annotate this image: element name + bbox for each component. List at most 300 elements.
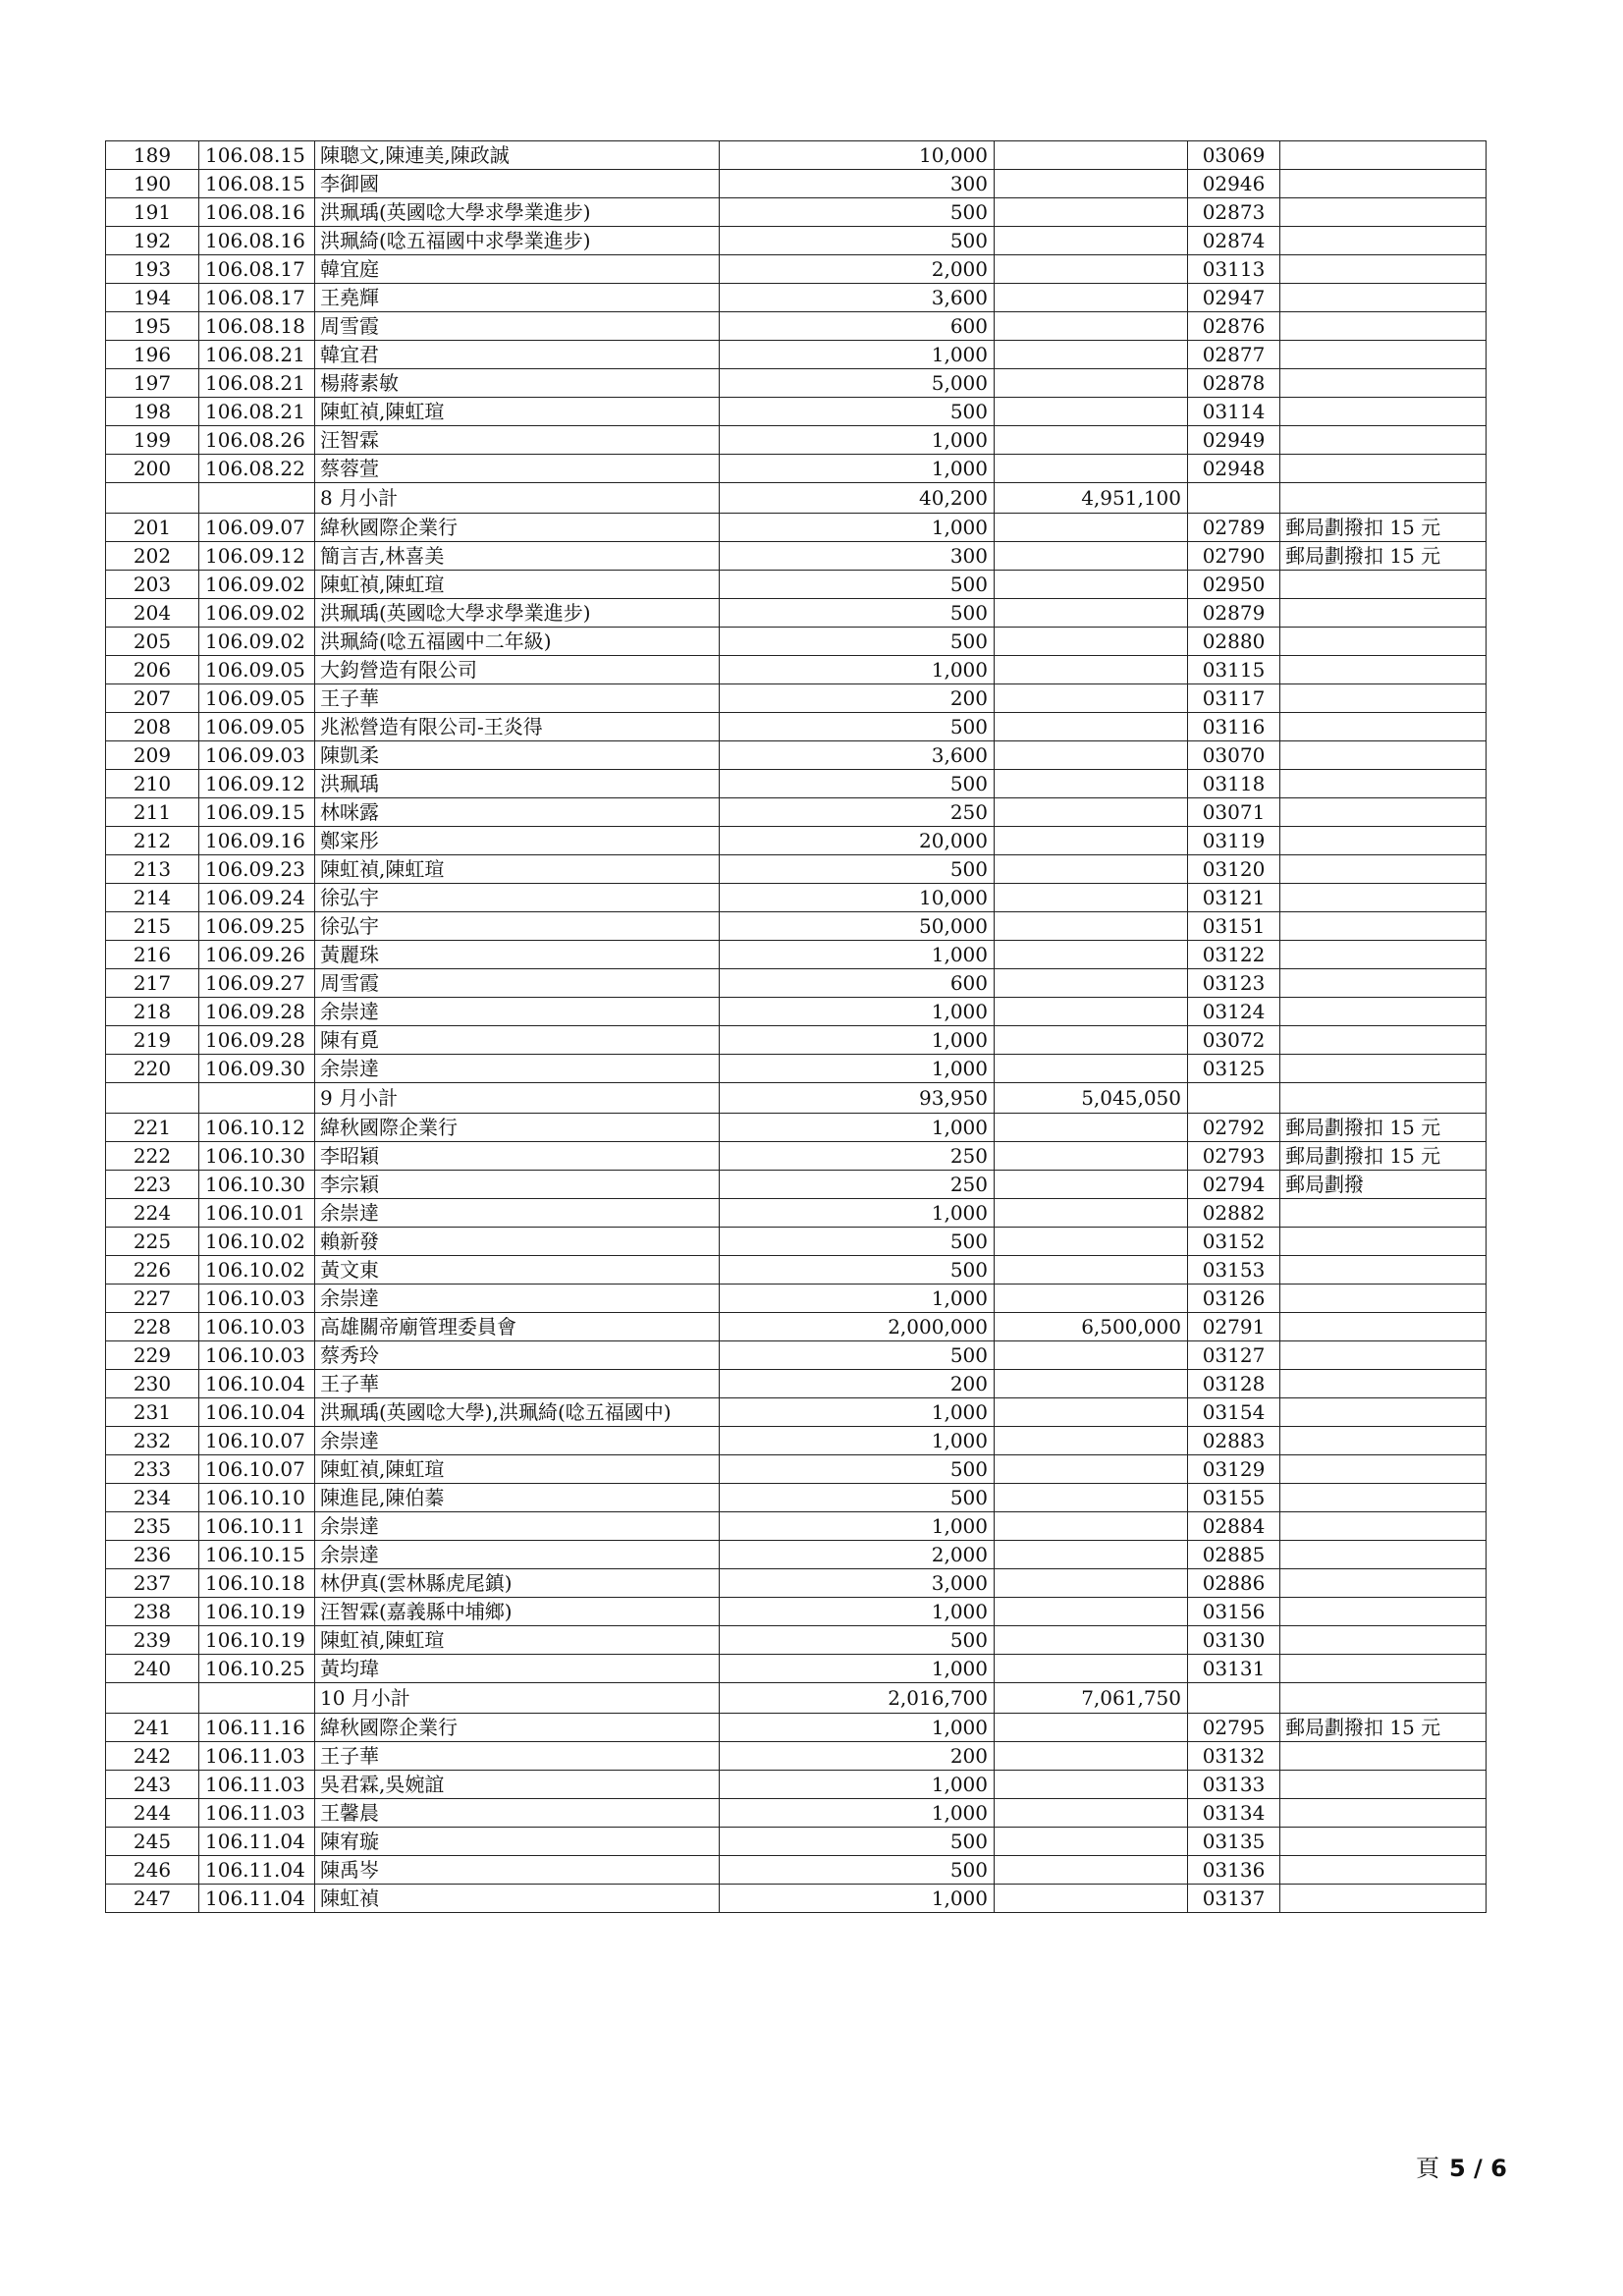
remark <box>1280 426 1487 455</box>
receipt-number: 03154 <box>1188 1398 1280 1427</box>
remark <box>1280 1569 1487 1598</box>
receipt-number: 03126 <box>1188 1285 1280 1313</box>
cumulative-total <box>995 542 1188 571</box>
donation-amount: 1,000 <box>720 341 995 369</box>
table-row <box>106 1313 1487 1341</box>
donation-amount: 500 <box>720 198 995 227</box>
donation-amount: 1,000 <box>720 998 995 1026</box>
donor-name: 王子華 <box>315 1370 720 1398</box>
row-number: 239 <box>106 1626 199 1655</box>
donor-name: 陳進昆,陳伯蓁 <box>315 1484 720 1512</box>
cumulative-total <box>995 312 1188 341</box>
row-number: 206 <box>106 656 199 684</box>
receipt-number: 02792 <box>1188 1114 1280 1142</box>
cumulative-total <box>995 1341 1188 1370</box>
cumulative-total <box>995 741 1188 770</box>
receipt-number: 03153 <box>1188 1256 1280 1285</box>
table-row <box>106 1771 1487 1799</box>
row-number: 204 <box>106 599 199 628</box>
row-number: 237 <box>106 1569 199 1598</box>
table-row <box>106 1341 1487 1370</box>
donation-date: 106.08.21 <box>199 341 315 369</box>
table-row <box>106 542 1487 571</box>
donor-name: 汪智霖(嘉義縣中埔鄉) <box>315 1598 720 1626</box>
table-row <box>106 684 1487 713</box>
remark <box>1280 1512 1487 1541</box>
receipt-number: 03135 <box>1188 1828 1280 1856</box>
row-number: 192 <box>106 227 199 255</box>
remark <box>1280 1199 1487 1228</box>
donor-name: 王子華 <box>315 684 720 713</box>
receipt-number: 02878 <box>1188 369 1280 398</box>
donation-amount: 250 <box>720 1142 995 1171</box>
table-row <box>106 141 1487 170</box>
donor-name: 余崇達 <box>315 1055 720 1083</box>
row-number: 242 <box>106 1742 199 1771</box>
donation-date: 106.09.05 <box>199 713 315 741</box>
row-number: 202 <box>106 542 199 571</box>
cumulative-total: 4,951,100 <box>995 483 1188 514</box>
remark <box>1280 998 1487 1026</box>
receipt-number: 03121 <box>1188 884 1280 912</box>
donor-name: 陳虹禎,陳虹瑄 <box>315 1455 720 1484</box>
donor-name: 高雄關帝廟管理委員會 <box>315 1313 720 1341</box>
remark <box>1280 483 1487 514</box>
remark <box>1280 969 1487 998</box>
cumulative-total <box>995 1142 1188 1171</box>
donation-date: 106.10.03 <box>199 1313 315 1341</box>
cumulative-total <box>995 1655 1188 1683</box>
donation-date: 106.11.16 <box>199 1714 315 1742</box>
donor-name: 賴新發 <box>315 1228 720 1256</box>
remark <box>1280 141 1487 170</box>
donation-date: 106.09.16 <box>199 827 315 855</box>
subtotal-row <box>106 1083 1487 1114</box>
cumulative-total <box>995 1714 1188 1742</box>
donation-date: 106.08.16 <box>199 227 315 255</box>
donation-date: 106.09.12 <box>199 770 315 798</box>
donation-amount: 1,000 <box>720 1799 995 1828</box>
donation-amount: 500 <box>720 855 995 884</box>
table-row <box>106 1598 1487 1626</box>
donation-amount: 1,000 <box>720 1512 995 1541</box>
receipt-number: 02790 <box>1188 542 1280 571</box>
donation-date: 106.09.27 <box>199 969 315 998</box>
donation-amount: 500 <box>720 1828 995 1856</box>
donation-amount: 3,600 <box>720 284 995 312</box>
row-number: 234 <box>106 1484 199 1512</box>
donation-amount: 300 <box>720 542 995 571</box>
donor-name: 王子華 <box>315 1742 720 1771</box>
table-row <box>106 1285 1487 1313</box>
donation-date: 106.10.01 <box>199 1199 315 1228</box>
cumulative-total <box>995 1199 1188 1228</box>
cumulative-total <box>995 770 1188 798</box>
receipt-number: 03113 <box>1188 255 1280 284</box>
remark <box>1280 1285 1487 1313</box>
donation-amount: 50,000 <box>720 912 995 941</box>
receipt-number <box>1188 1683 1280 1714</box>
row-number: 224 <box>106 1199 199 1228</box>
receipt-number: 02884 <box>1188 1512 1280 1541</box>
cumulative-total <box>995 827 1188 855</box>
remark <box>1280 341 1487 369</box>
remark <box>1280 941 1487 969</box>
remark <box>1280 1771 1487 1799</box>
row-number: 243 <box>106 1771 199 1799</box>
table-row <box>106 1398 1487 1427</box>
table-row <box>106 1714 1487 1742</box>
cumulative-total <box>995 514 1188 542</box>
donation-date: 106.11.04 <box>199 1885 315 1913</box>
row-number: 201 <box>106 514 199 542</box>
receipt-number: 02877 <box>1188 341 1280 369</box>
table-row <box>106 1799 1487 1828</box>
remark <box>1280 1626 1487 1655</box>
cumulative-total <box>995 684 1188 713</box>
receipt-number: 02873 <box>1188 198 1280 227</box>
cumulative-total <box>995 941 1188 969</box>
table-row <box>106 571 1487 599</box>
remark <box>1280 1083 1487 1114</box>
donation-date: 106.08.17 <box>199 255 315 284</box>
donation-amount: 1,000 <box>720 1285 995 1313</box>
donation-date: 106.09.26 <box>199 941 315 969</box>
cumulative-total <box>995 1398 1188 1427</box>
receipt-number: 02795 <box>1188 1714 1280 1742</box>
row-number: 189 <box>106 141 199 170</box>
table-row <box>106 941 1487 969</box>
donation-amount: 500 <box>720 1341 995 1370</box>
table-row <box>106 198 1487 227</box>
donation-date: 106.09.05 <box>199 656 315 684</box>
table-row <box>106 798 1487 827</box>
receipt-number: 02886 <box>1188 1569 1280 1598</box>
cumulative-total <box>995 1026 1188 1055</box>
donation-amount: 500 <box>720 1484 995 1512</box>
donation-date: 106.09.30 <box>199 1055 315 1083</box>
cumulative-total <box>995 141 1188 170</box>
remark <box>1280 1313 1487 1341</box>
donation-date: 106.09.25 <box>199 912 315 941</box>
donation-date: 106.11.04 <box>199 1856 315 1885</box>
table-row <box>106 1026 1487 1055</box>
remark: 郵局劃撥扣 15 元 <box>1280 1142 1487 1171</box>
donor-name: 李昭穎 <box>315 1142 720 1171</box>
donation-date: 106.08.15 <box>199 141 315 170</box>
receipt-number: 03124 <box>1188 998 1280 1026</box>
cumulative-total <box>995 912 1188 941</box>
receipt-number: 02794 <box>1188 1171 1280 1199</box>
row-number: 244 <box>106 1799 199 1828</box>
cumulative-total <box>995 571 1188 599</box>
donation-amount: 3,600 <box>720 741 995 770</box>
donor-name: 林咪露 <box>315 798 720 827</box>
donation-date: 106.09.02 <box>199 571 315 599</box>
receipt-number: 03125 <box>1188 1055 1280 1083</box>
remark <box>1280 1828 1487 1856</box>
donation-date: 106.08.17 <box>199 284 315 312</box>
cumulative-total <box>995 284 1188 312</box>
donation-amount: 1,000 <box>720 1714 995 1742</box>
donor-name: 洪珮瑀(英國唸大學),洪珮綺(唸五福國中) <box>315 1398 720 1427</box>
donor-name: 陳虹禎,陳虹瑄 <box>315 571 720 599</box>
table-row <box>106 1228 1487 1256</box>
donation-date: 106.10.10 <box>199 1484 315 1512</box>
donation-amount: 600 <box>720 969 995 998</box>
table-row <box>106 713 1487 741</box>
row-number: 218 <box>106 998 199 1026</box>
row-number: 226 <box>106 1256 199 1285</box>
table-row <box>106 1655 1487 1683</box>
row-number: 208 <box>106 713 199 741</box>
donation-date: 106.09.28 <box>199 1026 315 1055</box>
receipt-number: 03128 <box>1188 1370 1280 1398</box>
remark <box>1280 398 1487 426</box>
donation-date <box>199 483 315 514</box>
donor-name: 陳虹禎,陳虹瑄 <box>315 398 720 426</box>
cumulative-total <box>995 455 1188 483</box>
remark <box>1280 170 1487 198</box>
cumulative-total <box>995 255 1188 284</box>
remark <box>1280 1398 1487 1427</box>
donor-name: 余崇達 <box>315 1541 720 1569</box>
table-row <box>106 1427 1487 1455</box>
table-row <box>106 855 1487 884</box>
row-number <box>106 483 199 514</box>
receipt-number: 02879 <box>1188 599 1280 628</box>
receipt-number: 03072 <box>1188 1026 1280 1055</box>
subtotal-label: 9 月小計 <box>315 1083 720 1114</box>
row-number: 193 <box>106 255 199 284</box>
donation-amount: 2,000 <box>720 1541 995 1569</box>
donor-name: 余崇達 <box>315 1285 720 1313</box>
donation-date: 106.09.23 <box>199 855 315 884</box>
table-row <box>106 1885 1487 1913</box>
donor-name: 黃均瑋 <box>315 1655 720 1683</box>
donation-date: 106.10.07 <box>199 1427 315 1455</box>
table-row <box>106 227 1487 255</box>
donation-date: 106.08.22 <box>199 455 315 483</box>
donation-amount: 250 <box>720 798 995 827</box>
receipt-number <box>1188 483 1280 514</box>
remark <box>1280 1484 1487 1512</box>
donation-amount: 1,000 <box>720 1114 995 1142</box>
donation-amount: 1,000 <box>720 1055 995 1083</box>
donation-amount: 1,000 <box>720 1427 995 1455</box>
receipt-number: 03118 <box>1188 770 1280 798</box>
donation-amount: 500 <box>720 628 995 656</box>
table-row <box>106 455 1487 483</box>
table-row <box>106 398 1487 426</box>
receipt-number: 02947 <box>1188 284 1280 312</box>
donor-name: 陳有覓 <box>315 1026 720 1055</box>
donor-name: 緯秋國際企業行 <box>315 1714 720 1742</box>
cumulative-total <box>995 1484 1188 1512</box>
cumulative-total <box>995 1771 1188 1799</box>
donation-amount: 500 <box>720 1626 995 1655</box>
donor-name: 余崇達 <box>315 1427 720 1455</box>
cumulative-total <box>995 884 1188 912</box>
donation-date: 106.09.02 <box>199 599 315 628</box>
row-number: 229 <box>106 1341 199 1370</box>
remark <box>1280 1856 1487 1885</box>
row-number: 203 <box>106 571 199 599</box>
donation-amount: 1,000 <box>720 1398 995 1427</box>
cumulative-total <box>995 1256 1188 1285</box>
table-row <box>106 255 1487 284</box>
donor-name: 簡言吉,林喜美 <box>315 542 720 571</box>
row-number: 222 <box>106 1142 199 1171</box>
donation-date: 106.10.03 <box>199 1285 315 1313</box>
receipt-number: 02883 <box>1188 1427 1280 1455</box>
receipt-number: 03129 <box>1188 1455 1280 1484</box>
receipt-number: 02948 <box>1188 455 1280 483</box>
row-number: 231 <box>106 1398 199 1427</box>
table-row <box>106 1114 1487 1142</box>
remark <box>1280 1055 1487 1083</box>
receipt-number: 03122 <box>1188 941 1280 969</box>
donation-amount: 1,000 <box>720 1885 995 1913</box>
donation-amount: 1,000 <box>720 656 995 684</box>
cumulative-total <box>995 969 1188 998</box>
donation-amount: 40,200 <box>720 483 995 514</box>
remark <box>1280 599 1487 628</box>
cumulative-total <box>995 1742 1188 1771</box>
donation-date: 106.10.18 <box>199 1569 315 1598</box>
row-number: 240 <box>106 1655 199 1683</box>
row-number: 194 <box>106 284 199 312</box>
donation-date: 106.09.24 <box>199 884 315 912</box>
remark <box>1280 713 1487 741</box>
donation-date: 106.08.21 <box>199 398 315 426</box>
donor-name: 王馨晨 <box>315 1799 720 1828</box>
remark <box>1280 770 1487 798</box>
remark <box>1280 884 1487 912</box>
receipt-number: 03130 <box>1188 1626 1280 1655</box>
donation-amount: 300 <box>720 170 995 198</box>
receipt-number: 03070 <box>1188 741 1280 770</box>
donor-name: 陳虹禎,陳虹瑄 <box>315 1626 720 1655</box>
table-row <box>106 1256 1487 1285</box>
remark <box>1280 1799 1487 1828</box>
donor-name: 余崇達 <box>315 1512 720 1541</box>
receipt-number: 03134 <box>1188 1799 1280 1828</box>
donor-name: 吳君霖,吳婉誼 <box>315 1771 720 1799</box>
remark <box>1280 1256 1487 1285</box>
row-number: 196 <box>106 341 199 369</box>
donor-name: 陳凱柔 <box>315 741 720 770</box>
table-row <box>106 969 1487 998</box>
donation-date: 106.11.03 <box>199 1771 315 1799</box>
row-number <box>106 1083 199 1114</box>
cumulative-total <box>995 998 1188 1026</box>
cumulative-total <box>995 1856 1188 1885</box>
donor-name: 黃麗珠 <box>315 941 720 969</box>
donor-name: 陳虹禎,陳虹瑄 <box>315 855 720 884</box>
row-number: 227 <box>106 1285 199 1313</box>
receipt-number: 02949 <box>1188 426 1280 455</box>
cumulative-total <box>995 628 1188 656</box>
receipt-number: 02880 <box>1188 628 1280 656</box>
donor-name: 王堯輝 <box>315 284 720 312</box>
remark <box>1280 741 1487 770</box>
row-number: 190 <box>106 170 199 198</box>
subtotal-label: 10 月小計 <box>315 1683 720 1714</box>
remark: 郵局劃撥扣 15 元 <box>1280 514 1487 542</box>
row-number: 205 <box>106 628 199 656</box>
donation-date: 106.08.15 <box>199 170 315 198</box>
table-row <box>106 170 1487 198</box>
row-number: 236 <box>106 1541 199 1569</box>
table-row <box>106 1199 1487 1228</box>
table-row <box>106 1856 1487 1885</box>
row-number: 210 <box>106 770 199 798</box>
donor-name: 黃文東 <box>315 1256 720 1285</box>
row-number: 233 <box>106 1455 199 1484</box>
row-number: 198 <box>106 398 199 426</box>
table-row <box>106 912 1487 941</box>
remark <box>1280 1742 1487 1771</box>
donation-amount: 1,000 <box>720 455 995 483</box>
cumulative-total: 6,500,000 <box>995 1313 1188 1341</box>
row-number: 225 <box>106 1228 199 1256</box>
donation-date: 106.09.15 <box>199 798 315 827</box>
donation-amount: 1,000 <box>720 941 995 969</box>
donation-date <box>199 1083 315 1114</box>
cumulative-total <box>995 1828 1188 1856</box>
remark <box>1280 255 1487 284</box>
donor-name: 洪珮瑀(英國唸大學求學業進步) <box>315 599 720 628</box>
remark <box>1280 684 1487 713</box>
remark <box>1280 798 1487 827</box>
subtotal-label: 8 月小計 <box>315 483 720 514</box>
table-row <box>106 599 1487 628</box>
cumulative-total <box>995 656 1188 684</box>
cumulative-total <box>995 1799 1188 1828</box>
remark <box>1280 284 1487 312</box>
row-number: 211 <box>106 798 199 827</box>
donation-amount: 500 <box>720 770 995 798</box>
receipt-number: 03131 <box>1188 1655 1280 1683</box>
donor-name: 林伊真(雲林縣虎尾鎮) <box>315 1569 720 1598</box>
receipt-number: 03132 <box>1188 1742 1280 1771</box>
donation-amount: 1,000 <box>720 1771 995 1799</box>
donation-amount: 250 <box>720 1171 995 1199</box>
donation-date: 106.10.30 <box>199 1171 315 1199</box>
receipt-number: 02791 <box>1188 1313 1280 1341</box>
donation-date: 106.10.25 <box>199 1655 315 1683</box>
table-row <box>106 998 1487 1026</box>
remark <box>1280 656 1487 684</box>
row-number: 209 <box>106 741 199 770</box>
donor-name: 緯秋國際企業行 <box>315 1114 720 1142</box>
donor-name: 汪智霖 <box>315 426 720 455</box>
row-number: 241 <box>106 1714 199 1742</box>
donor-name: 周雪霞 <box>315 312 720 341</box>
donation-amount: 500 <box>720 713 995 741</box>
row-number: 221 <box>106 1114 199 1142</box>
receipt-number: 03152 <box>1188 1228 1280 1256</box>
donation-date: 106.09.05 <box>199 684 315 713</box>
donor-name: 李宗穎 <box>315 1171 720 1199</box>
donation-amount: 1,000 <box>720 426 995 455</box>
remark <box>1280 1341 1487 1370</box>
remark <box>1280 1026 1487 1055</box>
row-number: 217 <box>106 969 199 998</box>
table-row <box>106 1541 1487 1569</box>
cumulative-total <box>995 1114 1188 1142</box>
